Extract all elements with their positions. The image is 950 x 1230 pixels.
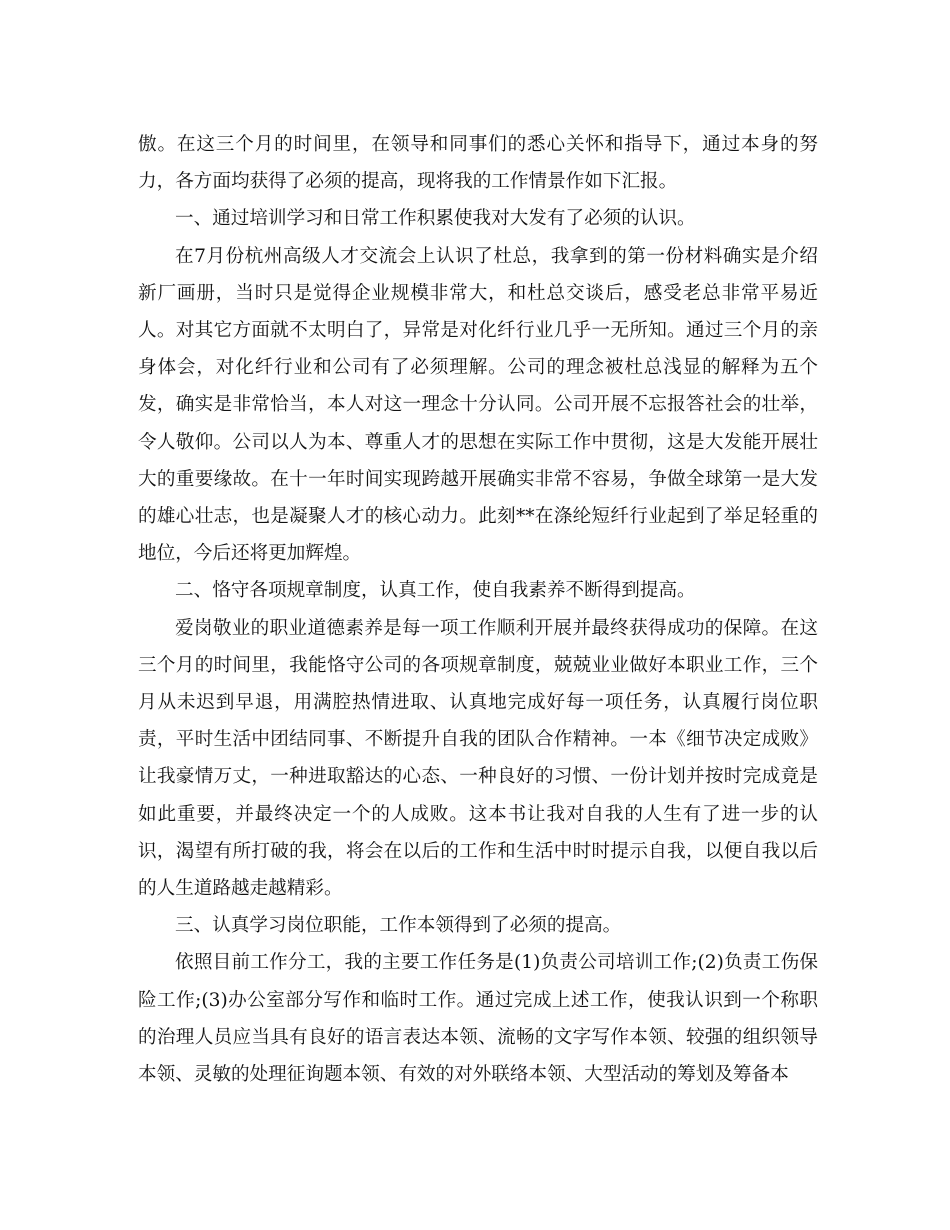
paragraph-company-understanding: 在7月份杭州高级人才交流会上认识了杜总，我拿到的第一份材料确实是介绍新厂画册，当时只是觉得企业规模非常大，和杜总交谈后，感受老总非常平易近人。对其它方面就不太明白了，异常是对化纤行业几乎一无所知。通过三个月的亲身体会，对化纤行业和公司有了必须理解。公司的理念被杜总浅显的解释为五个发，确实是非常恰当，本人对这一理念十分认同。公司开展不忘报答社会的壮举，令人敬仰。公司以人为本、尊重人才的思想在实际工作中贯彻，这是大发能开展壮大的重要缘故。在十一年时间实现跨越开展确实非常不容易，争做全球第一是大发的雄心壮志，也是凝聚人才的核心动力。此刻**在涤纶短纤行业起到了举足轻重的地位，今后还将更加辉煌。 [138,245,818,565]
section-heading-3: 三、认真学习岗位职能，工作本领得到了必须的提高。 [175,915,622,937]
paragraph-professional-ethics: 爱岗敬业的职业道德素养是每一项工作顺利开展并最终获得成功的保障。在这三个月的时间里，我能恪守公司的各项规章制度，兢兢业业做好本职业工作，三个月从未迟到早退，用满腔热情进取、认真地完成好每一项任务，认真履行岗位职责，平时生活中团结同事、不断提升自我的团队合作精神。一本《细节决定成败》让我豪情万丈，一种进取豁达的心态、一种良好的习惯、一份计划并按时完成竟是如此重要，并最终决定一个的人成败。这本书让我对自我的人生有了进一步的认识，渴望有所打破的我，将会在以后的工作和生活中时时提示自我，以便自我以后的人生道路越走越精彩。 [138,617,818,900]
document-body [138,126,818,1093]
section-heading-2: 二、恪守各项规章制度，认真工作，使自我素养不断得到提高。 [175,580,696,602]
paragraph-job-duties: 依照目前工作分工，我的主要工作任务是(1)负责公司培训工作;(2)负责工伤保险工作;(3)办公室部分写作和临时工作。通过完成上述工作，使我认识到一个称职的治理人员应当具有良好的语言表达本领、流畅的文字写作本领、较强的组织领导本领、灵敏的处理征询题本领、有效的对外联络本领、大型活动的筹划及筹备本 [138,952,818,1086]
section-heading-1: 一、通过培训学习和日常工作积累使我对大发有了必须的认识。 [175,208,696,230]
paragraph-continuation: 傲。在这三个月的时间里，在领导和同事们的悉心关怀和指导下，通过本身的努力，各方面均获得了必须的提高，现将我的工作情景作如下汇报。 [138,134,818,193]
